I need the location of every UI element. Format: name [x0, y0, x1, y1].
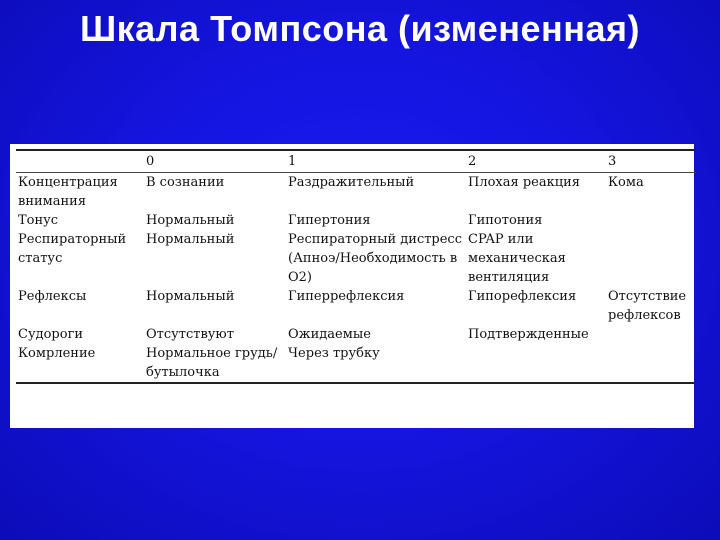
row-parameter: Тонус [18, 213, 59, 228]
row-score-0: В сознании [146, 175, 225, 190]
row-score-3: Отсутствие рефлексов [608, 289, 687, 323]
table-row [16, 344, 696, 383]
row-score-0: Отсутствуют [146, 327, 234, 342]
table-row [16, 173, 696, 212]
row-score-2: Подтвержденные [468, 327, 589, 342]
row-parameter: Комрление [16, 344, 144, 383]
row-parameter: Рефлексы [18, 289, 87, 304]
row-score-1: Через трубку [286, 344, 466, 383]
row-score-2: Плохая реакция [468, 175, 580, 190]
slide-title: Шкала Томпсона (измененная) [79, 8, 641, 49]
row-score-2 [466, 344, 606, 383]
row-score-2: Гипотония [468, 213, 543, 228]
row-score-1: Гиперрефлексия [288, 289, 405, 304]
row-score-1: Раздражительный [288, 175, 415, 190]
row-score-1: Ожидаемые [288, 327, 371, 342]
header-score-3: 3 [606, 150, 696, 173]
row-score-1: Гипертония [288, 213, 371, 228]
row-score-0: Нормальное грудь/бутылочка [144, 344, 286, 383]
row-score-2: Гипорефлексия [468, 289, 577, 304]
header-score-0: 0 [144, 150, 286, 173]
table-row [16, 230, 696, 287]
table-row [16, 325, 696, 344]
row-score-3 [606, 230, 696, 287]
row-score-3 [606, 211, 696, 230]
row-parameter: Судороги [18, 327, 84, 342]
row-score-3: Кома [608, 175, 644, 190]
table-panel [10, 144, 694, 428]
header-parameter [16, 150, 144, 173]
table-row [16, 211, 696, 230]
row-score-0: Нормальный [146, 289, 235, 304]
header-score-1: 1 [286, 150, 466, 173]
thompson-score-table [16, 149, 696, 384]
row-score-0: Нормальный [146, 232, 235, 247]
row-score-2: CPAP или механическая вентиляция [468, 232, 566, 285]
row-score-0: Нормальный [146, 213, 235, 228]
header-row [16, 150, 696, 173]
row-parameter: Концентрация внимания [18, 175, 118, 209]
row-score-3 [606, 344, 696, 383]
row-parameter: Респираторный статус [18, 232, 127, 266]
header-score-2: 2 [466, 150, 606, 173]
table-row [16, 287, 696, 325]
row-score-1: Респираторный дистресс (Апноэ/Необходимость в О2) [288, 232, 462, 285]
row-score-3 [606, 325, 696, 344]
